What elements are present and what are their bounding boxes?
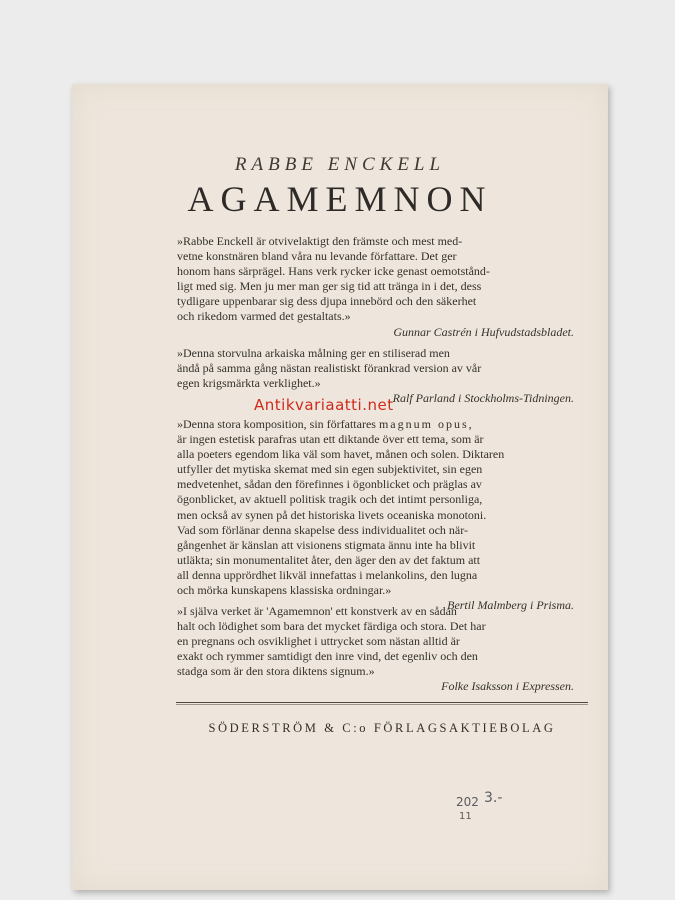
- divider-line: [176, 702, 588, 703]
- quote-line: alla poeters egendom lika väl som havet, månen och solen. Diktaren: [177, 447, 505, 462]
- quote-line: och mörka kunskapens klassiska ordningar.»: [177, 583, 392, 598]
- quote-line: är ingen estetisk parafras utan ett diktande över ett tema, som är: [177, 432, 484, 447]
- quote-line: »I själva verket är 'Agamemnon' ett konstverk av en sådan: [177, 604, 457, 618]
- quote-source: Ralf Parland i Stockholms-Tidningen.: [392, 391, 574, 406]
- review-quote-3: [177, 417, 582, 613]
- pencil-note-price: 3.-: [484, 790, 503, 806]
- author-name: RABBE ENCKELL: [234, 154, 446, 175]
- pencil-note-code: 202: [456, 795, 479, 809]
- emphasis-magnum-opus: magnum opus: [378, 417, 469, 431]
- quote-line: honom hans särprägel. Hans verk rycker icke genast oemotstånd-: [177, 264, 490, 279]
- quote-line: medvetenhet, sådan den förefinnes i ögonblicket och präglas av: [177, 477, 482, 492]
- quote-line: gångenhet är känslan att visionens stigmata ännu inte ha blivit: [177, 537, 476, 552]
- quote-source: Gunnar Castrén i Hufvudstadsbladet.: [393, 324, 574, 339]
- publisher-name: SÖDERSTRÖM & C:o FÖRLAGSAKTIEBOLAG: [208, 721, 556, 735]
- quote-line: »Denna storvulna arkaiska målning ger en stiliserad men: [177, 346, 450, 360]
- quote-line: exakt och rymmer samtidigt den inre vind, det egenliv och den: [177, 649, 478, 664]
- quote-line: all denna upprördhet likväl innefattas i melankolins, den lugna: [177, 567, 478, 582]
- book-title: AGAMEMNON: [187, 179, 493, 219]
- divider-line: [176, 704, 588, 705]
- quote-line: ligt med sig. Men ju mer man ger sig tid att tränga in i det, dess: [177, 279, 482, 294]
- quote-line: ögonblicket, av aktuell politisk tragik och det intimt personliga,: [177, 492, 483, 507]
- quote-line: stadga som är den stora diktens signum.»: [177, 664, 375, 679]
- quote-line: vetne konstnären bland våra nu levande författare. Det ger: [177, 249, 457, 264]
- review-quote-1: [177, 234, 582, 340]
- quote-line: och rikedom varmed det gestaltats.»: [177, 309, 351, 324]
- review-quote-4: [177, 604, 582, 695]
- watermark-text: Antikvariaatti.net: [254, 396, 394, 414]
- pencil-note-number: 11: [459, 811, 472, 822]
- quote-line: [177, 417, 582, 432]
- quote-line: en pregnans och osviklighet i uttrycket som nästan alltid är: [177, 634, 460, 649]
- quote-line: halt och lödighet som bara det mycket färdiga och stora. Det har: [177, 619, 486, 634]
- quote-line-start: »Denna stora komposition, sin författares: [177, 417, 379, 431]
- quote-line: »Rabbe Enckell är otvivelaktigt den främste och mest med-: [177, 234, 463, 248]
- book-back-cover: [72, 84, 608, 890]
- quote-line: Vad som förlänar denna skapelse dess individualitet och när-: [177, 522, 469, 537]
- quote-source: Bertil Malmberg i Prisma.: [447, 598, 574, 613]
- quote-line: utläkta; sin monumentalitet åter, den äger den av det faktum att: [177, 552, 481, 567]
- quote-line: utfyller det mytiska skemat med sin egen subjektivitet, sin egen: [177, 462, 483, 477]
- quote-line: tydligare uppenbarar sig dess djupa innebörd och den säkerhet: [177, 294, 477, 309]
- quote-source: Folke Isaksson i Expressen.: [441, 679, 574, 694]
- quote-line-end: ,: [468, 417, 472, 431]
- quote-line: ändå på samma gång nästan realistiskt förankrad version av vår: [177, 361, 482, 376]
- quote-line: egen krigsmärkta verklighet.»: [177, 376, 321, 391]
- quote-line: men också av synen på det historiska livets oceaniska monotoni.: [177, 507, 487, 522]
